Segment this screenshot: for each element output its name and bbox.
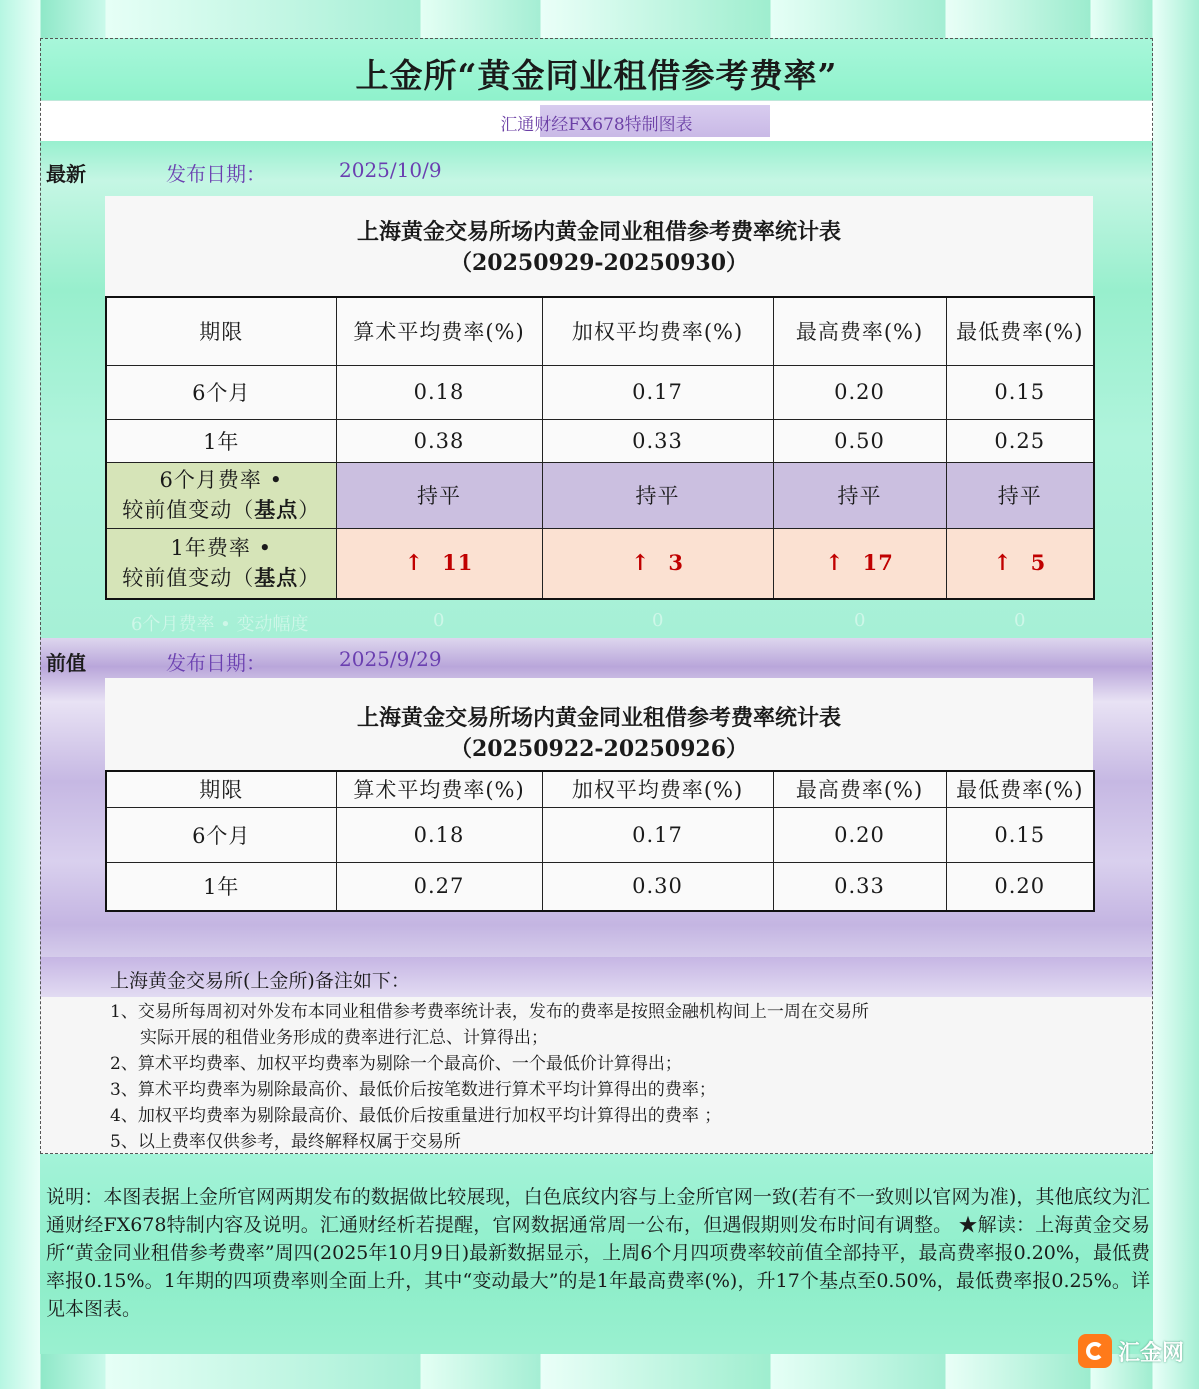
change-cell-flat: 持平 <box>542 462 773 528</box>
latest-table-caption <box>105 196 1093 296</box>
table-cell: 0.27 <box>336 862 542 911</box>
logo-text: 汇金网 <box>1118 1340 1185 1366</box>
table-cell: 0.15 <box>946 807 1094 862</box>
note-line: 3、算术平均费率为剔除最高价、最低价后按笔数进行算术平均计算得出的费率； <box>110 1080 716 1100</box>
latest-table-period: （20250929-20250930） <box>449 250 749 276</box>
table-row <box>106 807 1094 862</box>
notes-title: 上海黄金交易所(上金所)备注如下： <box>110 970 410 992</box>
latest-rates-table <box>105 296 1095 600</box>
table-row <box>106 419 1094 462</box>
column-header: 算术平均费率(%) <box>336 297 542 365</box>
change-label-line1: 1年费率 • <box>170 535 272 560</box>
change-cell-up <box>946 528 1094 599</box>
change-label-1y <box>106 528 336 599</box>
table-row <box>106 862 1094 911</box>
change-value: 11 <box>442 550 474 576</box>
change-label-close: ） <box>298 497 321 522</box>
latest-table-title: 上海黄金交易所场内黄金同业租借参考费率统计表 <box>356 219 841 245</box>
latest-date: 2025/10/9 <box>339 158 442 182</box>
column-header: 期限 <box>106 297 336 365</box>
arrow-up-icon: ↑ <box>404 550 425 577</box>
change-label-line1: 6个月费率 • <box>159 467 283 492</box>
column-header: 最低费率(%) <box>946 771 1094 807</box>
site-logo[interactable] <box>1078 1332 1190 1370</box>
table-cell: 0.38 <box>336 419 542 462</box>
column-header: 最低费率(%) <box>946 297 1094 365</box>
table-cell: 0.33 <box>542 419 773 462</box>
column-header: 加权平均费率(%) <box>542 771 773 807</box>
change-row-6m <box>106 462 1094 528</box>
ghost-row <box>105 608 1093 636</box>
table-cell: 6个月 <box>106 365 336 419</box>
previous-table-title: 上海黄金交易所场内黄金同业租借参考费率统计表 <box>356 705 841 731</box>
arrow-up-icon: ↑ <box>630 550 651 577</box>
previous-table-period: （20250922-20250926） <box>449 736 749 762</box>
table-row <box>106 365 1094 419</box>
ghost-value: 0 <box>433 610 445 631</box>
change-label-line2 <box>107 495 336 525</box>
column-header: 期限 <box>106 771 336 807</box>
column-header: 最高费率(%) <box>773 297 946 365</box>
table-cell: 0.50 <box>773 419 946 462</box>
change-label-unit: 基点 <box>254 564 299 590</box>
previous-date-label: 发布日期： <box>166 651 266 675</box>
change-cell-up <box>773 528 946 599</box>
latest-tag: 最新 <box>46 162 86 186</box>
page-subtitle: 汇通财经FX678特制图表 <box>500 115 693 135</box>
latest-date-label: 发布日期： <box>166 162 266 186</box>
ghost-value: 0 <box>854 610 866 631</box>
change-label-close: ） <box>298 565 321 590</box>
table-cell: 0.15 <box>946 365 1094 419</box>
change-cell-flat: 持平 <box>336 462 542 528</box>
table-header-row <box>106 297 1094 365</box>
change-label-6m <box>106 462 336 528</box>
change-cell-up <box>542 528 773 599</box>
note-line: 实际开展的租借业务形成的费率进行汇总、计算得出； <box>140 1028 548 1048</box>
previous-tag: 前值 <box>46 651 86 675</box>
change-label-text: 较前值变动（ <box>122 497 255 522</box>
table-cell: 0.18 <box>336 807 542 862</box>
note-line: 2、算术平均费率、加权平均费率为剔除一个最高价、一个最低价计算得出； <box>110 1054 682 1074</box>
table-cell: 0.33 <box>773 862 946 911</box>
ghost-value: 0 <box>1014 610 1026 631</box>
previous-date: 2025/9/29 <box>339 647 442 671</box>
note-line: 4、加权平均费率为剔除最高价、最低价后按重量进行加权平均计算得出的费率 ； <box>110 1106 722 1126</box>
note-line: 1、交易所每周初对外发布本同业租借参考费率统计表，发布的费率是按照金融机构间上一周在交易所 <box>110 1002 869 1022</box>
page-title: 上金所“黄金同业租借参考费率” <box>355 56 838 95</box>
change-value: 5 <box>1030 550 1047 576</box>
ghost-label: 6个月费率 • 变动幅度 <box>131 614 309 635</box>
logo-icon <box>1078 1334 1112 1368</box>
column-header: 最高费率(%) <box>773 771 946 807</box>
table-cell: 1年 <box>106 419 336 462</box>
description-text: 说明：本图表据上金所官网两期发布的数据做比较展现，白色底纹内容与上金所官网一致(若有不一致则以官网为准)，其他底纹为汇通财经FX678特制内容及说明。汇通财经析若提醒，官网数据通常周一公布，但遇假期则发布时间有调整。 ★解读：上海黄金交易所“黄金同业租借参考费率”周四(2025年10月9日)最新数据显示，上周6个月四项费率较前值全部持平，最高费率报0.20%，最低费率报0.15%。1年期的四项费率则全面上升，其中“变动最大”的是1年最高费率(%)，升17个基点至0.50%，最低费率报0.25%。详见本图表。 <box>46 1186 1150 1320</box>
change-label-unit: 基点 <box>254 496 299 522</box>
table-cell: 1年 <box>106 862 336 911</box>
table-cell: 6个月 <box>106 807 336 862</box>
change-value: 17 <box>862 550 894 576</box>
table-cell: 0.20 <box>946 862 1094 911</box>
change-value: 3 <box>668 550 685 576</box>
arrow-up-icon: ↑ <box>993 550 1013 577</box>
column-header: 加权平均费率(%) <box>542 297 773 365</box>
change-cell-flat: 持平 <box>946 462 1094 528</box>
table-cell: 0.20 <box>773 807 946 862</box>
table-header-row <box>106 771 1094 807</box>
change-row-1y <box>106 528 1094 599</box>
table-cell: 0.30 <box>542 862 773 911</box>
column-header: 算术平均费率(%) <box>336 771 542 807</box>
previous-rates-table <box>105 770 1095 912</box>
change-cell-flat: 持平 <box>773 462 946 528</box>
change-cell-up <box>336 528 542 599</box>
change-label-line2 <box>107 563 336 593</box>
change-label-text: 较前值变动（ <box>122 565 255 590</box>
table-cell: 0.25 <box>946 419 1094 462</box>
ghost-value: 0 <box>652 610 664 631</box>
arrow-up-icon: ↑ <box>825 550 845 577</box>
previous-table-caption <box>105 678 1093 770</box>
note-line: 5、以上费率仅供参考，最终解释权属于交易所 <box>110 1132 461 1152</box>
table-cell: 0.18 <box>336 365 542 419</box>
table-cell: 0.20 <box>773 365 946 419</box>
table-cell: 0.17 <box>542 807 773 862</box>
table-cell: 0.17 <box>542 365 773 419</box>
